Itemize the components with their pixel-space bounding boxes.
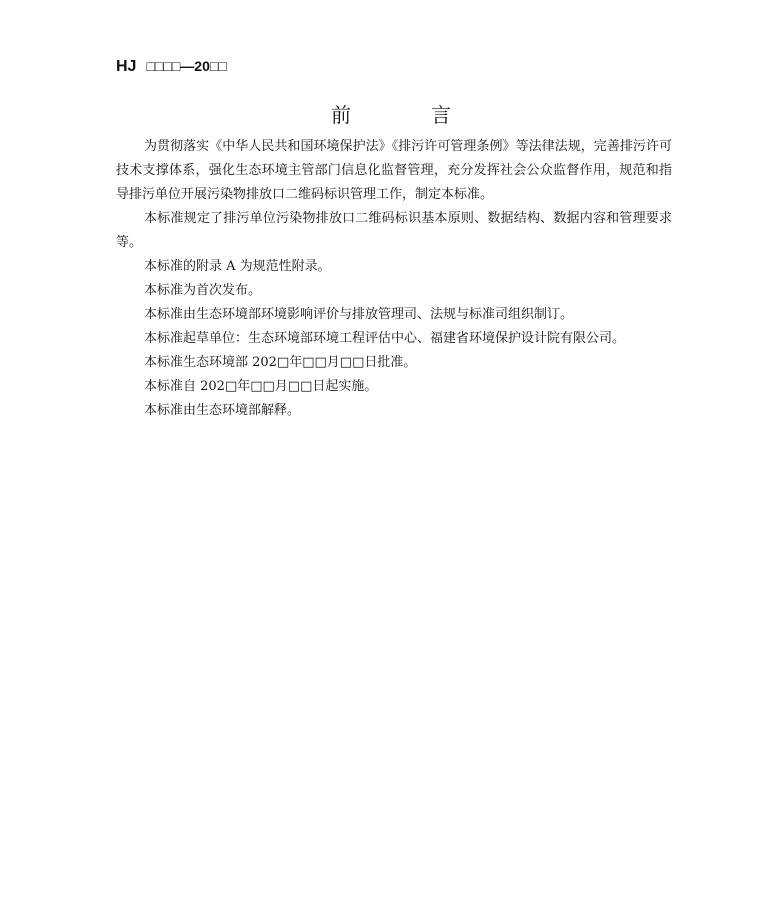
paragraph-drafting-units: 本标准起草单位：生态环境部环境工程评估中心、福建省环境保护设计院有限公司。 — [144, 331, 626, 346]
paragraph-appendix: 本标准的附录 A 为规范性附录。 — [144, 259, 331, 274]
paragraph-interpretation: 本标准由生态环境部解释。 — [144, 403, 301, 418]
paragraph-approval-date: 本标准生态环境部 202□年□□月□□日批准。 — [144, 355, 417, 370]
paragraph-first-release: 本标准为首次发布。 — [144, 283, 262, 298]
paragraph-scope: 本标准规定了排污单位污染物排放口二维码标识基本原则、数据结构、数据内容和管理要求等。 — [116, 211, 672, 250]
standard-number: □□□□—20□□ — [146, 58, 227, 74]
document-header — [116, 58, 227, 76]
foreword-body — [116, 135, 672, 423]
paragraph-organizer: 本标准由生态环境部环境影响评价与排放管理司、法规与标准司组织制订。 — [144, 307, 574, 322]
page-title: 前 言 — [331, 103, 481, 127]
standard-code: HJ — [116, 58, 137, 75]
paragraph-purpose: 为贯彻落实《中华人民共和国环境保护法》《排污许可管理条例》等法律法规，完善排污许可技术支撑体系，强化生态环境主管部门信息化监督管理，充分发挥社会公众监督作用，规范和指导排污单位开展污染物排放口二维码标识管理工作，制定本标准。 — [116, 139, 672, 202]
paragraph-effective-date: 本标准自 202□年□□月□□日起实施。 — [144, 379, 378, 394]
